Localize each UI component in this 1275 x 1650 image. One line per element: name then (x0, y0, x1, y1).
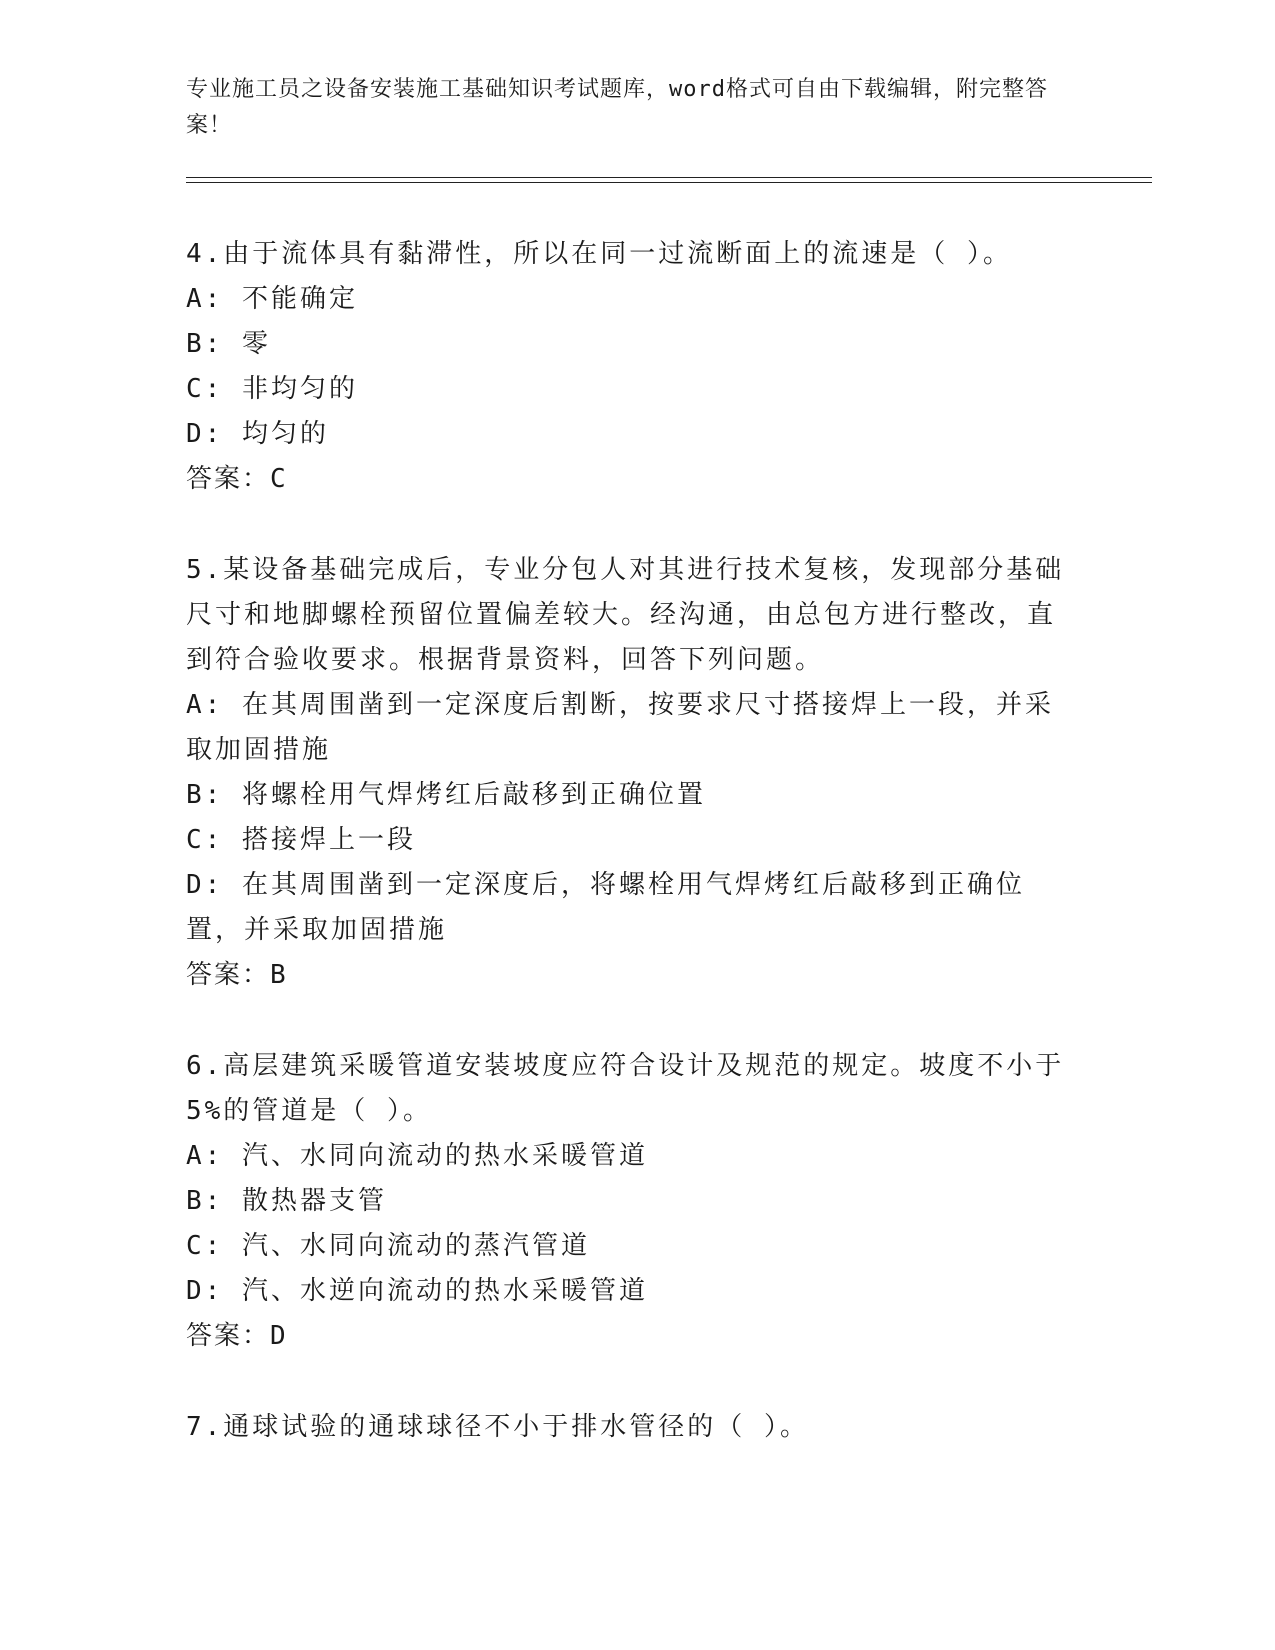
answer-value: D (270, 1321, 288, 1351)
document-header: 专业施工员之设备安装施工基础知识考试题库，word格式可自由下载编辑，附完整答案！ (186, 77, 1048, 138)
option-a (186, 277, 1086, 322)
option-letter: A: (186, 284, 224, 314)
answer-value: B (270, 960, 288, 990)
option-text: 搭接焊上一段 (241, 825, 416, 855)
header-divider-bottom (186, 182, 1152, 183)
option-a (186, 683, 1066, 773)
option-letter: C: (186, 374, 224, 404)
option-text: 汽、水逆向流动的热水采暖管道 (241, 1276, 648, 1306)
option-letter: B: (186, 1186, 224, 1216)
question-7 (186, 1405, 1086, 1450)
option-letter: D: (186, 419, 224, 449)
option-text: 均匀的 (241, 419, 329, 449)
option-text: 在其周围凿到一定深度后，将螺栓用气焊烤红后敲移到正确位置，并采取加固措施 (186, 870, 1025, 945)
answer-label: 答案： (186, 1321, 271, 1351)
option-text: 零 (241, 329, 271, 359)
option-letter: A: (186, 1141, 224, 1171)
option-text: 在其周围凿到一定深度后割断，按要求尺寸搭接焊上一段，并采取加固措施 (186, 690, 1054, 765)
option-text: 非均匀的 (241, 374, 358, 404)
option-text: 将螺栓用气焊烤红后敲移到正确位置 (241, 780, 706, 810)
option-d (186, 412, 1086, 457)
option-c (186, 367, 1086, 412)
option-text: 汽、水同向流动的蒸汽管道 (241, 1231, 590, 1261)
answer-line (186, 1314, 1086, 1359)
question-stem: 6.高层建筑采暖管道安装坡度应符合设计及规范的规定。坡度不小于5%的管道是（ ）。 (186, 1051, 1065, 1126)
option-text: 汽、水同向流动的热水采暖管道 (241, 1141, 648, 1171)
question-5 (186, 548, 1086, 998)
question-6 (186, 1044, 1086, 1359)
option-letter: A: (186, 690, 224, 720)
option-b (186, 322, 1086, 367)
question-4 (186, 232, 1086, 502)
option-d (186, 863, 1066, 953)
header-divider-top (186, 177, 1152, 178)
question-stem: 7.通球试验的通球球径不小于排水管径的（ ）。 (186, 1412, 809, 1442)
option-letter: D: (186, 870, 224, 900)
answer-line (186, 457, 1086, 502)
option-a (186, 1134, 1086, 1179)
option-d (186, 1269, 1086, 1314)
question-stem: 4.由于流体具有黏滞性，所以在同一过流断面上的流速是（ ）。 (186, 239, 1012, 269)
option-letter: D: (186, 1276, 224, 1306)
answer-value: C (270, 464, 288, 494)
option-letter: B: (186, 329, 224, 359)
option-c (186, 1224, 1086, 1269)
question-stem: 5.某设备基础完成后，专业分包人对其进行技术复核，发现部分基础尺寸和地脚螺栓预留位置偏差较大。经沟通，由总包方进行整改，直到符合验收要求。根据背景资料，回答下列问题。 (186, 555, 1065, 675)
question-list (186, 232, 1086, 1496)
option-c (186, 818, 1086, 863)
option-b (186, 773, 1086, 818)
option-letter: B: (186, 780, 224, 810)
option-text: 散热器支管 (241, 1186, 387, 1216)
option-text: 不能确定 (241, 284, 358, 314)
option-letter: C: (186, 825, 224, 855)
answer-line (186, 953, 1086, 998)
answer-label: 答案： (186, 464, 271, 494)
option-b (186, 1179, 1086, 1224)
option-letter: C: (186, 1231, 224, 1261)
answer-label: 答案： (186, 960, 271, 990)
